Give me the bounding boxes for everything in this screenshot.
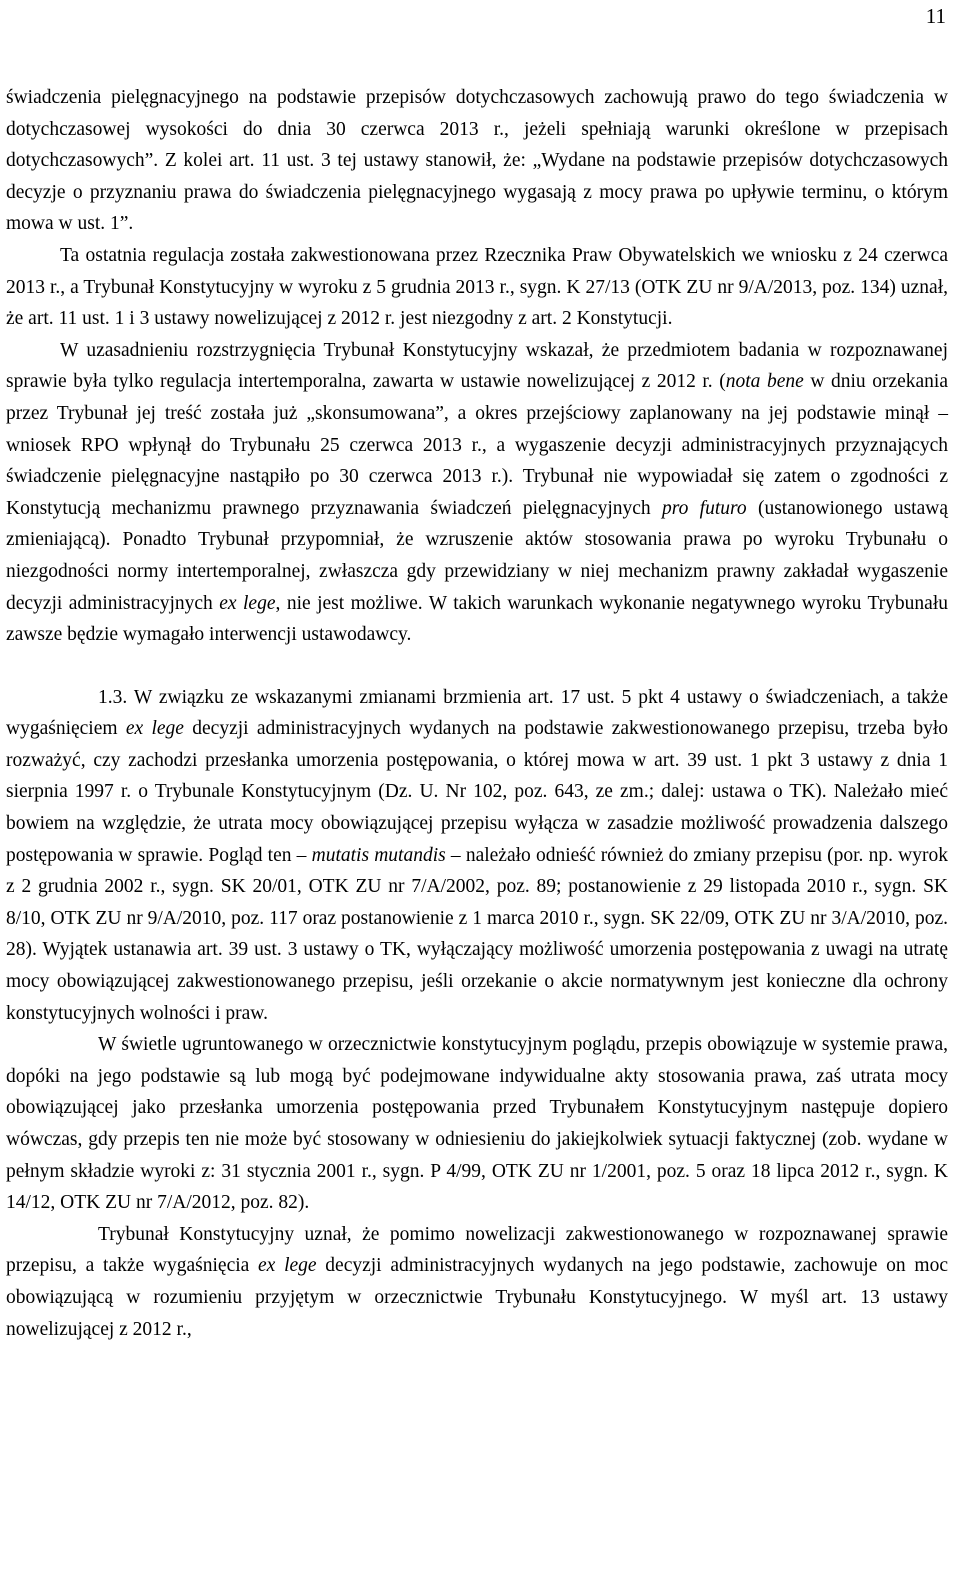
- paragraph-6-italic-a: ex lege: [258, 1255, 317, 1277]
- paragraph-3-italic-b: pro futuro: [661, 497, 747, 519]
- paragraph-3: [6, 335, 948, 651]
- paragraph-2-text: Ta ostatnia regulacja została zakwestionowana przez Rzecznika Praw Obywatelskich we wniosku z 24 czerwca 2013 r., a Trybunał Konstytucyjny w wyroku z 5 grudnia 2013 r., sygn. K 27/13 (OTK ZU nr 9/A/2013, poz. 134) uznał, że art. 11 ust. 1 i 3 ustawy nowelizującej z 2012 r. jest niezgodny z art. 2 Konstytucji.: [6, 244, 948, 330]
- paragraph-3-text-a: W uzasadnieniu rozstrzygnięcia Trybunał Konstytucyjny wskazał, że przedmiotem badania w rozpoznawanej sprawie była tylko regulacja intertemporalna, zawarta w ustawie nowelizującej z 2012 r. (: [6, 339, 948, 393]
- paragraph-6-text-b: decyzji administracyjnych wydanych na jego podstawie, zachowuje on moc obowiązującą w rozumieniu przyjętym w orzecznictwie Trybunału Konstytucyjnego. W myśl art. 13 ustawy nowelizującej z 2012 r.,: [6, 1255, 948, 1340]
- paragraph-1-text: świadczenia pielęgnacyjnego na podstawie przepisów dotychczasowych zachowują prawo do tego świadczenia w dotychczasowej wysokości do dnia 30 czerwca 2013 r., jeżeli spełniają warunki określone w przepisach dotychczasowych”. Z kolei art. 11 ust. 3 tej ustawy stanowił, że: „Wydane na podstawie przepisów dotychczasowych decyzje o przyznaniu prawa do świadczenia pielęgnacyjnego wygasają z mocy prawa po upływie terminu, o którym mowa w ust. 1”.: [6, 87, 948, 235]
- paragraph-3-text-b: w dniu orzekania przez Trybunał jej treść została już „skonsumowana”, a okres przejściowy zaplanowany na jej podstawie minął – wniosek RPO wpłynął do Trybunału 25 czerwca 2013 r., a wygaszenie decyzji administracyjnych przyznających świadczenie pielęgnacyjne nastąpiło po 30 czerwca 2013 r.). Trybunał nie wypowiadał się zatem o zgodności z Konstytucją mechanizmu prawnego przyznawania świadczeń pielęgnacyjnych: [6, 371, 948, 519]
- paragraph-5-text: W świetle ugruntowanego w orzecznictwie konstytucyjnym poglądu, przepis obowiązuje w systemie prawa, dopóki na jego podstawie są lub mogą być podejmowane indywidualne akty stosowania prawa, zaś utrata mocy obowiązującej jako przesłanka umorzenia postępowania przed Trybunałem Konstytucyjnym następuje dopiero wówczas, gdy przepis ten nie może być stosowany w odniesieniu do jakiejkolwiek sytuacji faktycznej (zob. wydane w pełnym składzie wyroki z: 31 stycznia 2001 r., sygn. P 4/99, OTK ZU nr 1/2001, poz. 5 oraz 18 lipca 2012 r., sygn. K 14/12, OTK ZU nr 7/A/2012, poz. 82).: [6, 1034, 948, 1214]
- paragraph-4-text-a: 1.3. W związku ze wskazanymi zmianami brzmienia art. 17 ust. 5 pkt 4 ustawy o świadczeniach, a także wygaśnięciem: [6, 686, 948, 740]
- page-number: 11: [925, 4, 946, 28]
- paragraph-3-italic-c: ex lege: [219, 592, 276, 614]
- paragraph-3-text-d: , nie jest możliwe. W takich warunkach wykonanie negatywnego wyroku Trybunału zawsze będzie wymagało interwencji ustawodawcy.: [6, 592, 948, 646]
- paragraph-4: [6, 682, 948, 1030]
- paragraph-spacer: [6, 651, 948, 682]
- paragraph-4-text-c: – należało odnieść również do zmiany przepisu (por. np. wyrok z 2 grudnia 2002 r., sygn. SK 20/01, OTK ZU nr 7/A/2002, poz. 89; postanowienie z 29 listopada 2010 r., sygn. SK 8/10, OTK ZU nr 9/A/2010, poz. 117 oraz postanowienie z 1 marca 2010 r., sygn. SK 22/09, OTK ZU nr 3/A/2010, poz. 28). Wyjątek ustanawia art. 39 ust. 3 ustawy o TK, wyłączający możliwość umorzenia postępowania z uwagi na utratę mocy obowiązującej zakwestionowanego przepisu, jeśli orzekanie o akcie normatywnym jest konieczne dla ochrony konstytucyjnych wolności i praw.: [6, 844, 948, 1024]
- paragraph-6-text-a: Trybunał Konstytucyjny uznał, że pomimo nowelizacji zakwestionowanego w rozpoznawanej sprawie przepisu, a także wygaśnięcia: [6, 1223, 948, 1277]
- paragraph-4-text-b: decyzji administracyjnych wydanych na podstawie zakwestionowanego przepisu, trzeba było rozważyć, czy zachodzi przesłanka umorzenia postępowania, o której mowa w art. 39 ust. 1 pkt 3 ustawy z dnia 1 sierpnia 1997 r. o Trybunale Konstytucyjnym (Dz. U. Nr 102, poz. 643, ze zm.; dalej: ustawa o TK). Należało mieć bowiem na względzie, że utrata mocy obowiązującej przepisu wyłącza w zasadzie możliwość prowadzenia dalszego postępowania w sprawie. Pogląd ten –: [6, 718, 948, 866]
- paragraph-6: [6, 1219, 948, 1345]
- paragraph-3-text-c: (ustanowionego ustawą zmieniającą). Ponadto Trybunał przypomniał, że wzruszenie aktów stosowania prawa po wyroku Trybunału o niezgodności normy intertemporalnej, zwłaszcza gdy przewidziany w niej mechanizm prawny zakładał wygaszenie decyzji administracyjnych: [6, 497, 948, 614]
- paragraph-4-italic-a: ex lege: [125, 718, 184, 740]
- document-body: [6, 82, 948, 1345]
- paragraph-1: [6, 82, 948, 240]
- paragraph-4-italic-b: mutatis mutandis: [311, 844, 446, 866]
- paragraph-2: [6, 240, 948, 335]
- paragraph-3-italic-a: nota bene: [725, 371, 804, 393]
- paragraph-5: [6, 1029, 948, 1219]
